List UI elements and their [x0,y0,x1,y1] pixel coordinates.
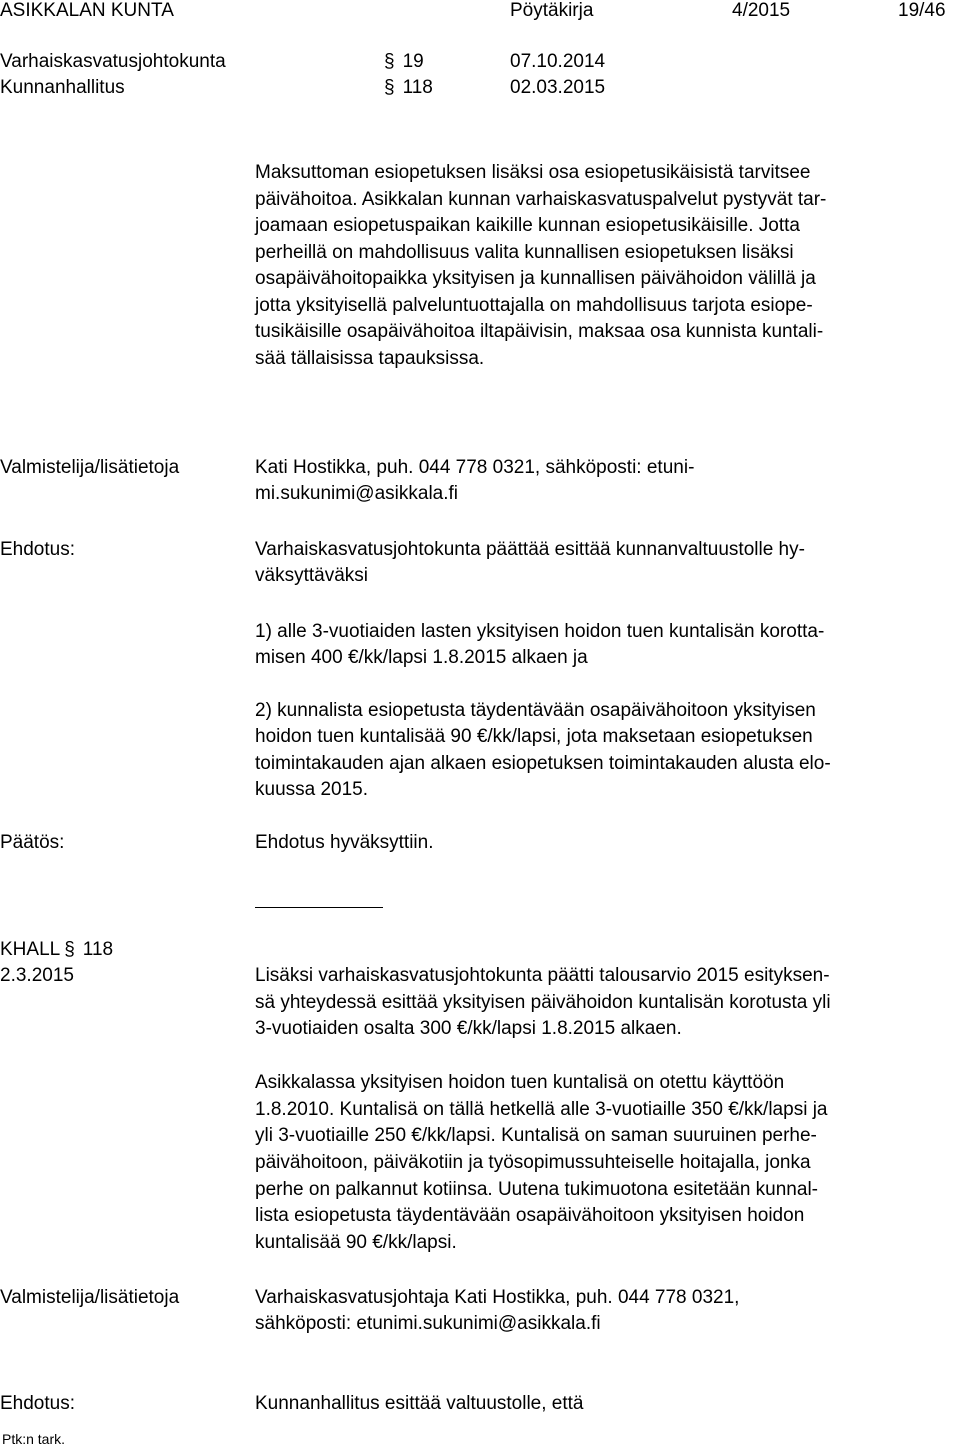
section-sign-icon: § [64,939,75,960]
ref-number: § 118 [384,77,433,98]
proposal-line: Varhaiskasvatusjohtokunta päättää esittää kunnanvaltuustolle hy- [255,539,805,560]
header-doc-number: 4/2015 [732,0,791,21]
proposal-label: Ehdotus: [0,539,75,560]
section-sign-icon: § [384,77,395,98]
proposal-item-2: hoidon tuen kuntalisää 90 €/kk/lapsi, jota maksetaan esiopetuksen [255,726,813,747]
ref-date: 07.10.2014 [510,51,606,72]
preparer-line: Varhaiskasvatusjohtaja Kati Hostikka, puh. 044 778 0321, [255,1287,740,1308]
khall-text: päivähoitoon, päiväkotiin ja työsopimussuhteiselle hoitajalla, jonka [255,1152,811,1173]
header-org: ASIKKALAN KUNTA [0,0,174,21]
proposal-item-1: misen 400 €/kk/lapsi 1.8.2015 alkaen ja [255,647,588,668]
preparer-label: Valmistelija/lisätietoja [0,1287,180,1308]
khall-text: 3-vuotiaiden osalta 300 €/kk/lapsi 1.8.2015 alkaen. [255,1018,682,1039]
khall-text: lista esiopetusta täydentävään osapäivähoitoon yksityisen hoidon [255,1205,805,1226]
khall-text: Asikkalassa yksityisen hoidon tuen kuntalisä on otettu käyttöön [255,1072,785,1093]
proposal-item-2: 2) kunnalista esiopetusta täydentävään osapäivähoitoon yksityisen [255,700,816,721]
ref-body: Kunnanhallitus [0,77,125,98]
footer-note: Ptk:n tark. [2,1431,66,1447]
preparer-line: sähköposti: etunimi.sukunimi@asikkala.fi [255,1313,601,1334]
proposal-line: väksyttäväksi [255,565,368,586]
ref-number: § 19 [384,51,424,72]
proposal-text: Kunnanhallitus esittää valtuustolle, että [255,1393,584,1414]
ref-date: 02.03.2015 [510,77,606,98]
proposal-label: Ehdotus: [0,1393,75,1414]
khall-text: yli 3-vuotiaille 250 €/kk/lapsi. Kuntalisä on saman suuruinen perhe- [255,1125,817,1146]
khall-text: perhe on palkannut kotiinsa. Uutena tukimuotona esitetään kunnal- [255,1179,818,1200]
intro-line: osapäivähoitopaikka yksityisen ja kunnallisen päivähoidon välillä ja [255,268,816,289]
khall-text: Lisäksi varhaiskasvatusjohtokunta päätti talousarvio 2015 esityksen- [255,965,830,986]
ref-body: Varhaiskasvatusjohtokunta [0,51,226,72]
decision-text: Ehdotus hyväksyttiin. [255,832,434,853]
header-doc-type: Pöytäkirja [510,0,594,21]
intro-line: Maksuttoman esiopetuksen lisäksi osa esiopetusikäisistä tarvitsee [255,162,811,183]
proposal-item-2: kuussa 2015. [255,779,369,800]
preparer-line: mi.sukunimi@asikkala.fi [255,483,459,504]
intro-line: tusikäisille osapäivähoitoa iltapäivisin, maksaa osa kunnista kuntali- [255,321,824,342]
khall-date: 2.3.2015 [0,965,74,986]
section-sign-icon: § [384,51,395,72]
intro-line: päivähoitoa. Asikkalan kunnan varhaiskasvatuspalvelut pystyvät tar- [255,189,827,210]
intro-line: sää tällaisissa tapauksissa. [255,348,485,369]
preparer-line: Kati Hostikka, puh. 044 778 0321, sähköposti: etuni- [255,457,695,478]
khall-text: sä yhteydessä esittää yksityisen päivähoidon kuntalisän korotusta yli [255,992,831,1013]
khall-text: kuntalisää 90 €/kk/lapsi. [255,1232,457,1253]
preparer-label: Valmistelija/lisätietoja [0,457,180,478]
intro-line: perheillä on mahdollisuus valita kunnallisen esiopetuksen lisäksi [255,242,794,263]
intro-line: jotta yksityisellä palveluntuottajalla on mahdollisuus tarjota esiope- [255,295,813,316]
section-divider [255,907,383,908]
proposal-item-1: 1) alle 3-vuotiaiden lasten yksityisen hoidon tuen kuntalisän korotta- [255,621,825,642]
decision-label: Päätös: [0,832,65,853]
intro-line: joamaan esiopetuspaikan kaikille kunnan esiopetusikäisille. Jotta [255,215,800,236]
khall-text: 1.8.2010. Kuntalisä on tällä hetkellä alle 3-vuotiaille 350 €/kk/lapsi ja [255,1099,828,1120]
proposal-item-2: toimintakauden ajan alkaen esiopetuksen toimintakauden alusta elo- [255,753,831,774]
header-page: 19/46 [898,0,946,21]
khall-ref: KHALL § 118 [0,937,113,963]
